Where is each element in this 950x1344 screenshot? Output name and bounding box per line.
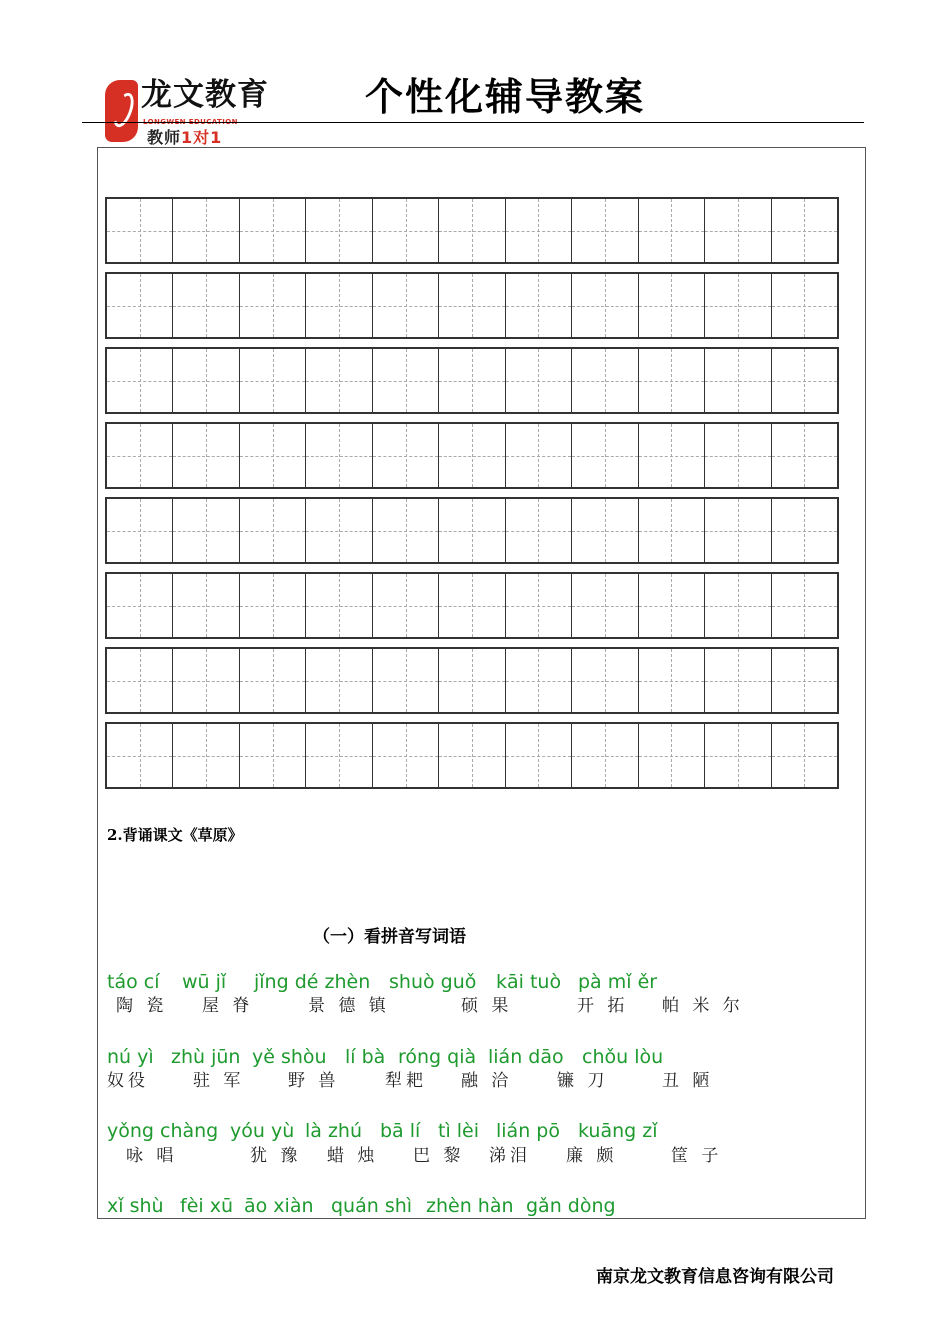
company-logo (100, 74, 269, 148)
grid-cell (772, 574, 837, 637)
hanzi-word: 廉 颇 (566, 1146, 618, 1166)
grid-cell (772, 349, 837, 412)
grid-cell (572, 724, 638, 787)
pinyin-word: bā lí (380, 1120, 421, 1142)
grid-cell (240, 499, 306, 562)
grid-cell (639, 199, 705, 262)
pinyin-word: róng qià (398, 1046, 477, 1068)
grid-cell (572, 574, 638, 637)
grid-cell (240, 349, 306, 412)
grid-cell (639, 574, 705, 637)
grid-cell (705, 274, 771, 337)
footer-company: 南京龙文教育信息咨询有限公司 (596, 1267, 834, 1287)
grid-cell (639, 274, 705, 337)
grid-cell (306, 274, 372, 337)
grid-cell (639, 499, 705, 562)
grid-cell (107, 424, 173, 487)
hanzi-word: 蜡 烛 (327, 1146, 379, 1166)
grid-cell (705, 649, 771, 712)
grid-cell (506, 424, 572, 487)
grid-cell (373, 499, 439, 562)
logo-brand-en: LONGWEN EDUCATION (143, 118, 238, 126)
hanzi-word: 巴 黎 (413, 1146, 465, 1166)
grid-cell (107, 649, 173, 712)
hanzi-word: 驻 军 (193, 1071, 245, 1091)
pinyin-word: táo cí (107, 971, 160, 993)
grid-cell (772, 274, 837, 337)
grid-cell (373, 349, 439, 412)
grid-cell (506, 349, 572, 412)
pinyin-word: quán shì (331, 1195, 413, 1217)
logo-emblem (105, 80, 138, 142)
grid-cell (439, 574, 505, 637)
grid-cell (173, 649, 239, 712)
grid-cell (639, 649, 705, 712)
grid-row (105, 347, 839, 414)
grid-row (105, 197, 839, 264)
pinyin-word: yǒng chàng (107, 1120, 219, 1142)
hanzi-word: 咏 唱 (126, 1146, 178, 1166)
grid-cell (705, 199, 771, 262)
hanzi-word: 屋 脊 (202, 996, 254, 1016)
grid-cell (373, 649, 439, 712)
grid-row (105, 422, 839, 489)
grid-cell (705, 349, 771, 412)
grid-cell (705, 424, 771, 487)
grid-cell (506, 574, 572, 637)
grid-cell (373, 424, 439, 487)
grid-cell (306, 424, 372, 487)
grid-cell (373, 574, 439, 637)
grid-cell (572, 499, 638, 562)
hanzi-word: 镰 刀 (557, 1071, 609, 1091)
grid-cell (572, 649, 638, 712)
grid-cell (439, 649, 505, 712)
grid-cell (772, 724, 837, 787)
pinyin-word: pà mǐ ěr (578, 971, 658, 993)
pinyin-word: chǒu lòu (582, 1046, 664, 1068)
grid-cell (107, 349, 173, 412)
grid-cell (639, 349, 705, 412)
pinyin-word: zhèn hàn (426, 1195, 514, 1217)
grid-cell (306, 199, 372, 262)
grid-cell (240, 199, 306, 262)
grid-cell (107, 274, 173, 337)
grid-cell (439, 499, 505, 562)
grid-cell (240, 574, 306, 637)
grid-cell (240, 724, 306, 787)
grid-row (105, 722, 839, 789)
grid-cell (240, 274, 306, 337)
section-heading: （一）看拼音写词语 (313, 927, 466, 947)
writing-grid (105, 197, 839, 797)
grid-cell (772, 199, 837, 262)
grid-cell (173, 199, 239, 262)
hanzi-word: 野 兽 (288, 1071, 340, 1091)
grid-cell (107, 199, 173, 262)
pinyin-word: shuò guǒ (389, 971, 477, 993)
hanzi-word: 犁耙 (385, 1071, 427, 1091)
grid-cell (306, 499, 372, 562)
grid-cell (772, 649, 837, 712)
grid-cell (373, 274, 439, 337)
grid-cell (506, 199, 572, 262)
grid-cell (107, 499, 173, 562)
grid-cell (439, 199, 505, 262)
grid-row (105, 647, 839, 714)
grid-cell (506, 724, 572, 787)
grid-cell (572, 349, 638, 412)
grid-cell (173, 574, 239, 637)
pinyin-word: lí bà (345, 1046, 386, 1068)
grid-cell (506, 499, 572, 562)
grid-cell (639, 424, 705, 487)
grid-cell (107, 724, 173, 787)
pinyin-word: kuāng zǐ (578, 1120, 658, 1142)
pinyin-word: jǐng dé zhèn (254, 971, 371, 993)
grid-cell (173, 424, 239, 487)
hanzi-word: 丑 陋 (662, 1071, 714, 1091)
grid-cell (439, 424, 505, 487)
hanzi-word: 陶 瓷 (116, 996, 168, 1016)
grid-cell (107, 574, 173, 637)
hanzi-word: 开 拓 (577, 996, 629, 1016)
grid-cell (572, 199, 638, 262)
grid-cell (572, 274, 638, 337)
pinyin-word: lián dāo (488, 1046, 564, 1068)
grid-cell (572, 424, 638, 487)
grid-row (105, 572, 839, 639)
hanzi-word: 硕 果 (461, 996, 513, 1016)
grid-cell (306, 724, 372, 787)
grid-row (105, 272, 839, 339)
grid-cell (705, 724, 771, 787)
grid-cell (173, 274, 239, 337)
hanzi-word: 奴役 (107, 1071, 149, 1091)
logo-tagline: 教师1对1 (147, 128, 223, 147)
grid-row (105, 497, 839, 564)
pinyin-word: yě shòu (252, 1046, 327, 1068)
hanzi-word: 景 德 镇 (308, 996, 390, 1016)
logo-brand-cn: 龙文教育 (141, 77, 269, 113)
grid-cell (306, 349, 372, 412)
grid-cell (639, 724, 705, 787)
grid-cell (439, 274, 505, 337)
pinyin-word: yóu yù (230, 1120, 295, 1142)
grid-cell (306, 574, 372, 637)
hanzi-word: 犹 豫 (250, 1146, 302, 1166)
grid-cell (705, 574, 771, 637)
pinyin-word: fèi xū (180, 1195, 233, 1217)
hanzi-word: 帕 米 尔 (662, 996, 744, 1016)
pinyin-word: āo xiàn (244, 1195, 314, 1217)
pinyin-word: gǎn dòng (526, 1195, 616, 1217)
grid-cell (173, 499, 239, 562)
hanzi-word: 筐 子 (671, 1146, 723, 1166)
hanzi-word: 涕泪 (489, 1146, 531, 1166)
grid-cell (240, 649, 306, 712)
grid-cell (772, 424, 837, 487)
pinyin-word: kāi tuò (496, 971, 562, 993)
task-instruction: 2.背诵课文《草原》 (107, 826, 243, 844)
grid-cell (772, 499, 837, 562)
grid-cell (240, 424, 306, 487)
grid-cell (705, 499, 771, 562)
hanzi-word: 融 洽 (461, 1071, 513, 1091)
grid-cell (439, 349, 505, 412)
grid-cell (506, 274, 572, 337)
page-title: 个性化辅导教案 (365, 74, 646, 119)
pinyin-word: xǐ shù (107, 1195, 164, 1217)
grid-cell (439, 724, 505, 787)
grid-cell (373, 199, 439, 262)
pinyin-word: nú yì (107, 1046, 154, 1068)
grid-cell (306, 649, 372, 712)
pinyin-word: zhù jūn (171, 1046, 241, 1068)
pinyin-word: lián pō (496, 1120, 560, 1142)
grid-cell (506, 649, 572, 712)
pinyin-word: tì lèi (438, 1120, 480, 1142)
grid-cell (173, 724, 239, 787)
grid-cell (373, 724, 439, 787)
pinyin-word: wū jǐ (182, 971, 227, 993)
grid-cell (173, 349, 239, 412)
pinyin-word: là zhú (305, 1120, 363, 1142)
header-divider (82, 122, 864, 123)
